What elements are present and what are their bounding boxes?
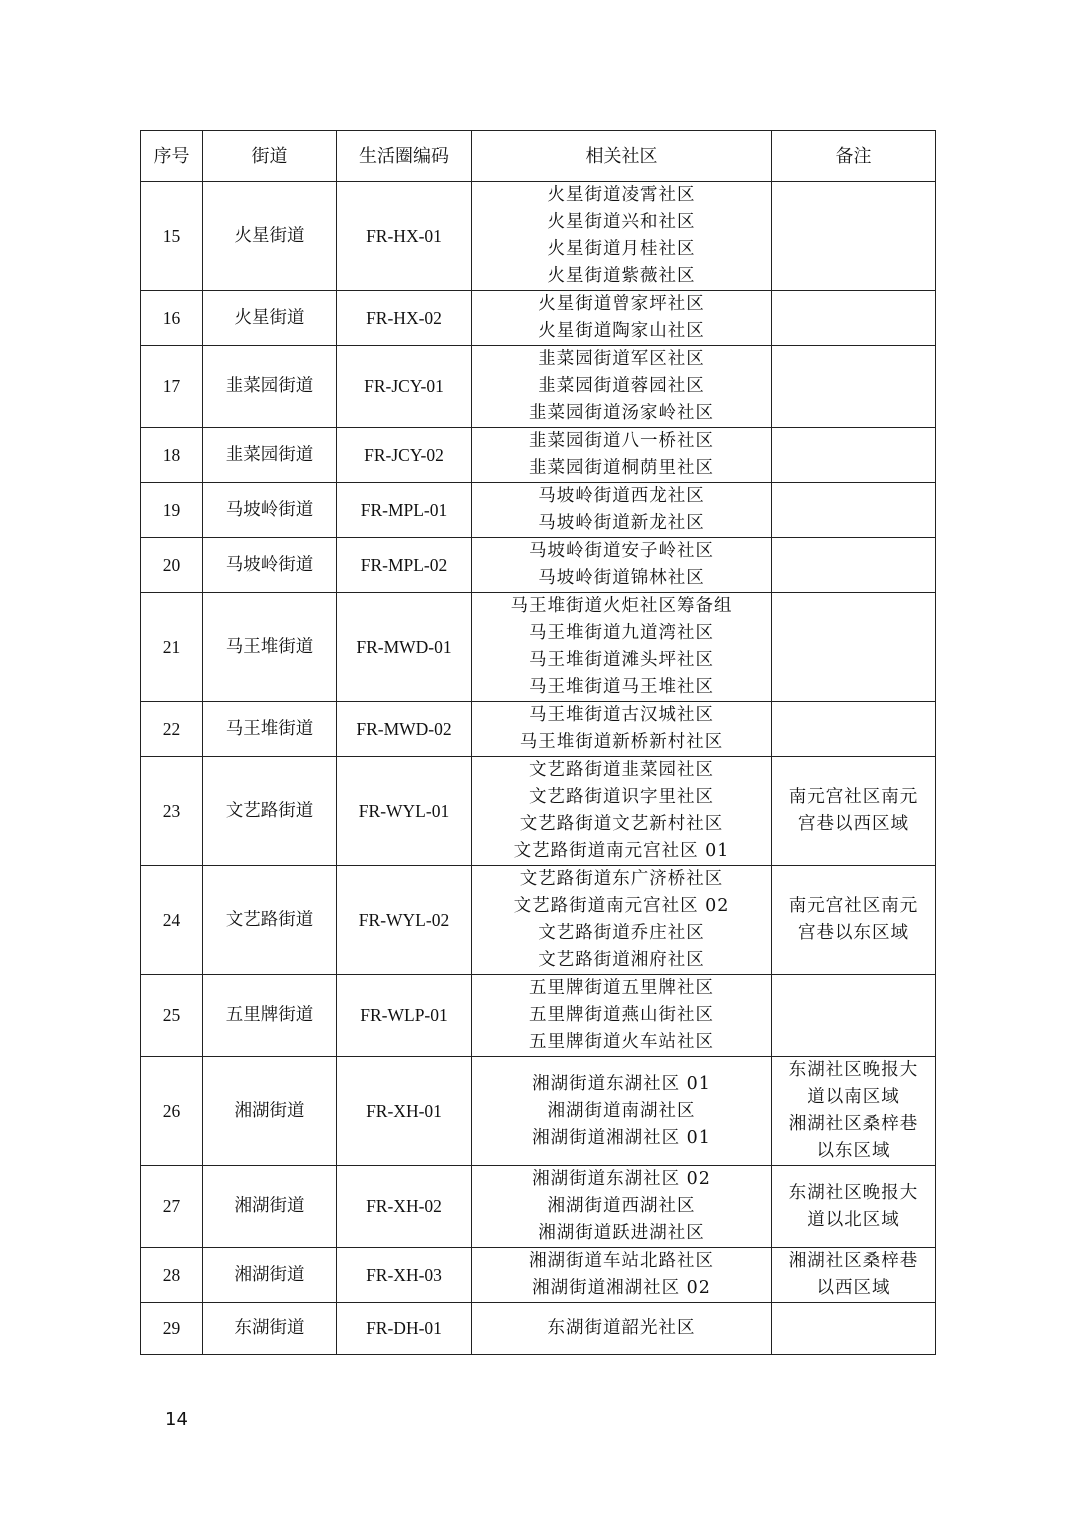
community-line: 马王堆街道火炬社区筹备组 [510,596,733,616]
community-line: 火星街道陶家山社区 [538,321,705,341]
table-row [141,1166,936,1248]
community-line: 文艺路街道东广济桥社区 [519,869,724,889]
table-row [141,428,936,483]
row-note [772,538,936,593]
row-code: FR-HX-01 [337,182,472,291]
community-line: 湘湖街道湘湖社区 02 [532,1278,711,1298]
page-number: 14 [165,1409,188,1430]
community-line: 马坡岭街道锦林社区 [538,568,705,588]
community-line: 湘湖街道南湖社区 [547,1100,696,1121]
row-index: 26 [141,1057,203,1166]
row-index: 21 [141,593,203,702]
note-line: 道以北区域 [807,1209,900,1230]
row-index: 28 [141,1248,203,1303]
row-street: 韭菜园街道 [203,428,337,483]
community-line: 湘湖街道东湖社区 01 [532,1073,711,1094]
row-note [772,975,936,1057]
table-row [141,182,936,291]
note-line: 东湖社区晚报大 [788,1182,919,1203]
community-line: 马坡岭街道西龙社区 [538,486,705,506]
note-line: 东湖社区晚报大 [788,1060,919,1080]
row-code: FR-XH-01 [337,1057,472,1166]
row-note [772,346,936,428]
row-communities [472,538,772,593]
community-line: 韭菜园街道桐荫里社区 [529,458,714,478]
community-line: 火星街道月桂社区 [547,239,696,259]
community-line: 火星街道曾家坪社区 [538,294,705,314]
table-row [141,483,936,538]
row-code: FR-DH-01 [337,1303,472,1355]
header-index: 序号 [141,131,203,182]
community-line: 马王堆街道滩头坪社区 [529,650,714,670]
row-code: FR-WYL-02 [337,866,472,975]
row-index: 17 [141,346,203,428]
table-row [141,538,936,593]
community-line: 马王堆街道古汉城社区 [529,705,714,725]
row-communities [472,866,772,975]
table-row [141,346,936,428]
row-code: FR-MWD-01 [337,593,472,702]
community-table [140,130,936,1355]
row-index: 19 [141,483,203,538]
row-communities [472,1166,772,1248]
row-street: 文艺路街道 [203,757,337,866]
community-line: 文艺路街道识字里社区 [529,787,714,807]
community-line: 文艺路街道南元宫社区 01 [513,841,730,861]
row-index: 20 [141,538,203,593]
row-street: 五里牌街道 [203,975,337,1057]
community-line: 湘湖街道跃进湖社区 [538,1223,705,1243]
row-note [772,866,936,975]
row-note [772,182,936,291]
community-line: 文艺路街道韭菜园社区 [529,760,714,780]
row-communities [472,1248,772,1303]
community-line: 火星街道紫薇社区 [547,266,696,286]
row-note [772,1303,936,1355]
row-street: 马坡岭街道 [203,483,337,538]
note-line: 南元宫社区南元 [788,787,919,807]
community-line: 韭菜园街道八一桥社区 [529,431,714,451]
note-line: 道以南区域 [807,1087,900,1107]
community-line: 湘湖街道湘湖社区 01 [532,1127,711,1148]
community-line: 马王堆街道新桥新村社区 [519,732,724,752]
community-line: 马坡岭街道安子岭社区 [529,541,714,561]
header-code: 生活圈编码 [337,131,472,182]
community-line: 火星街道凌霄社区 [547,185,696,205]
row-index: 25 [141,975,203,1057]
header-street: 街道 [203,131,337,182]
row-note [772,1248,936,1303]
community-line: 韭菜园街道军区社区 [538,349,705,369]
row-street: 文艺路街道 [203,866,337,975]
community-line: 文艺路街道乔庄社区 [538,923,705,943]
row-street: 马王堆街道 [203,593,337,702]
row-communities [472,182,772,291]
row-communities [472,428,772,483]
community-line: 文艺路街道湘府社区 [538,950,705,970]
row-communities [472,291,772,346]
row-code: FR-MPL-01 [337,483,472,538]
header-note: 备注 [772,131,936,182]
community-line: 湘湖街道车站北路社区 [529,1251,714,1271]
row-code: FR-WLP-01 [337,975,472,1057]
row-code: FR-MWD-02 [337,702,472,757]
row-code: FR-XH-03 [337,1248,472,1303]
community-line: 马王堆街道九道湾社区 [529,623,714,643]
row-communities [472,757,772,866]
community-line: 火星街道兴和社区 [547,212,696,232]
row-street: 韭菜园街道 [203,346,337,428]
header-communities: 相关社区 [472,131,772,182]
community-line: 东湖街道韶光社区 [547,1318,696,1338]
row-index: 23 [141,757,203,866]
row-note [772,1057,936,1166]
row-index: 24 [141,866,203,975]
row-street: 马坡岭街道 [203,538,337,593]
row-note [772,483,936,538]
row-note [772,702,936,757]
row-communities [472,702,772,757]
row-index: 15 [141,182,203,291]
note-line: 南元宫社区南元 [788,896,919,916]
community-line: 马坡岭街道新龙社区 [538,513,705,533]
community-line: 五里牌街道火车站社区 [529,1032,714,1052]
note-line: 以西区域 [816,1278,891,1298]
row-street: 火星街道 [203,291,337,346]
row-code: FR-HX-02 [337,291,472,346]
table-row [141,1248,936,1303]
table-row [141,975,936,1057]
row-communities [472,975,772,1057]
row-note [772,291,936,346]
table-row [141,593,936,702]
note-line: 以东区域 [816,1141,891,1161]
row-code: FR-XH-02 [337,1166,472,1248]
row-street: 东湖街道 [203,1303,337,1355]
row-index: 27 [141,1166,203,1248]
table-row [141,1057,936,1166]
table-row [141,757,936,866]
row-index: 16 [141,291,203,346]
community-line: 韭菜园街道汤家岭社区 [529,403,714,423]
row-code: FR-WYL-01 [337,757,472,866]
row-note [772,757,936,866]
community-line: 湘湖街道东湖社区 02 [532,1169,711,1189]
table-row [141,866,936,975]
row-street: 湘湖街道 [203,1057,337,1166]
table-row [141,1303,936,1355]
community-line: 五里牌街道五里牌社区 [529,978,714,998]
note-line: 湘湖社区桑梓巷 [788,1114,919,1134]
row-communities [472,593,772,702]
row-index: 18 [141,428,203,483]
row-street: 马王堆街道 [203,702,337,757]
row-street: 湘湖街道 [203,1166,337,1248]
community-line: 马王堆街道马王堆社区 [529,677,714,697]
community-line: 韭菜园街道蓉园社区 [538,376,705,396]
community-line: 文艺路街道南元宫社区 02 [513,896,730,916]
row-street: 湘湖街道 [203,1248,337,1303]
row-index: 29 [141,1303,203,1355]
row-code: FR-MPL-02 [337,538,472,593]
table-row [141,702,936,757]
row-note [772,1166,936,1248]
row-index: 22 [141,702,203,757]
row-communities [472,346,772,428]
row-note [772,428,936,483]
community-line: 五里牌街道燕山街社区 [529,1005,714,1025]
note-line: 宫巷以东区域 [798,923,909,943]
row-communities [472,1303,772,1355]
table-body [141,182,936,1355]
note-line: 湘湖社区桑梓巷 [788,1251,919,1271]
community-line: 文艺路街道文艺新村社区 [519,814,724,834]
community-line: 湘湖街道西湖社区 [547,1196,696,1216]
row-code: FR-JCY-01 [337,346,472,428]
row-street: 火星街道 [203,182,337,291]
note-line: 宫巷以西区域 [798,814,909,834]
table-row [141,291,936,346]
row-communities [472,1057,772,1166]
row-communities [472,483,772,538]
header-row [141,131,936,182]
row-note [772,593,936,702]
row-code: FR-JCY-02 [337,428,472,483]
